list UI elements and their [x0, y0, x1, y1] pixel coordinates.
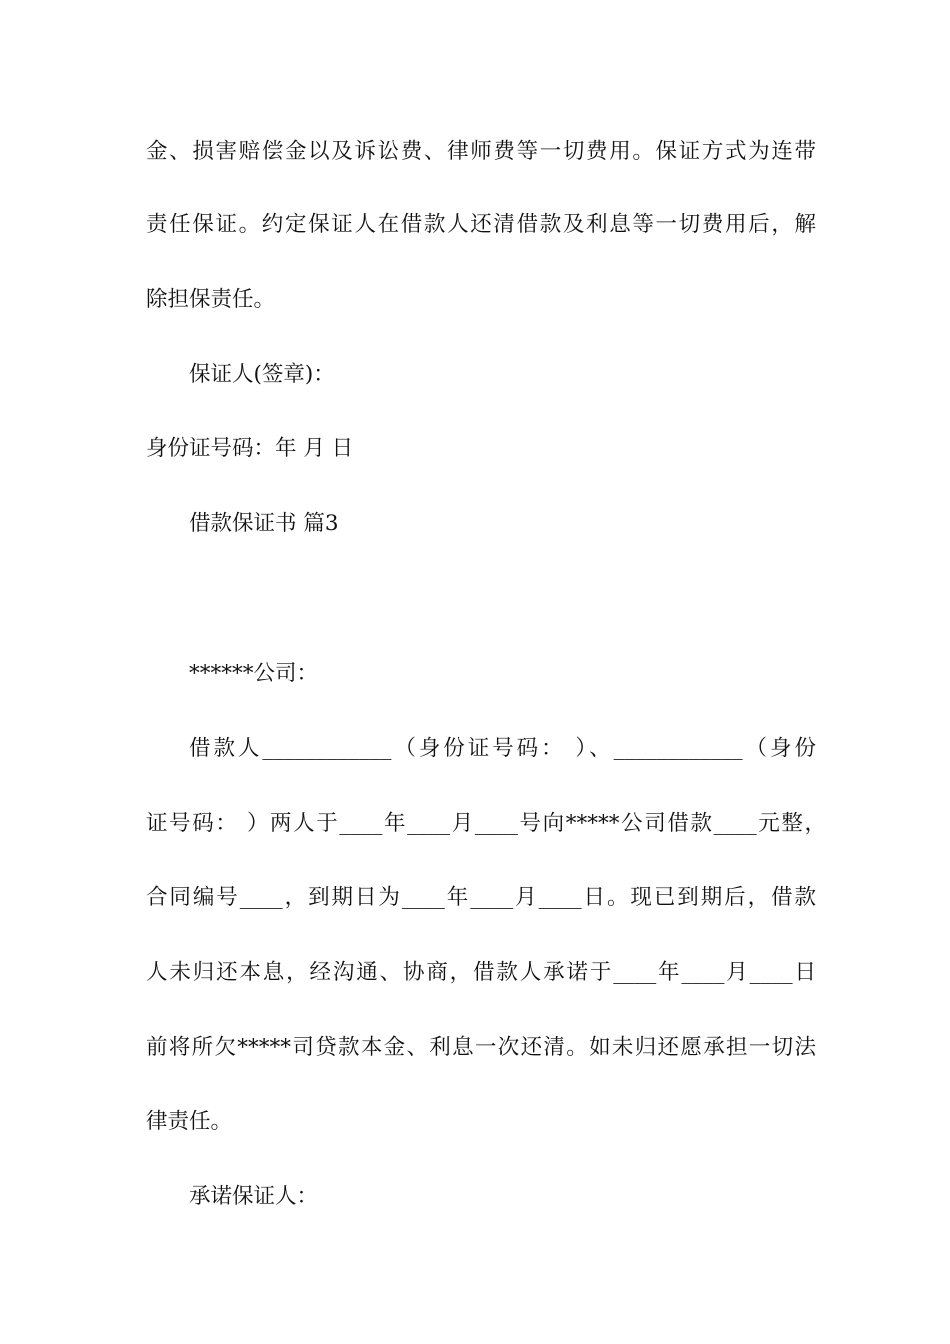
- paragraph-line: 律责任。: [146, 1109, 233, 1134]
- promise-guarantor-label: 承诺保证人：: [189, 1184, 319, 1209]
- guarantor-signature-label: 保证人(签章)：: [189, 362, 335, 387]
- paragraph-line: 合同编号____，到期日为____年____月____日。现已到期后，借款: [146, 885, 816, 910]
- paragraph-line: 除担保责任。: [146, 287, 276, 312]
- paragraph-line: 人未归还本息，经沟通、协商，借款人承诺于____年____月____日: [146, 960, 816, 985]
- paragraph-line: 证号码： ）两人于____年____月____号向*****公司借款____元整，: [146, 811, 826, 836]
- addressee: ******公司：: [189, 661, 319, 686]
- id-number-date-line: 身份证号码：年 月 日: [146, 436, 354, 461]
- paragraph-line: 金、损害赔偿金以及诉讼费、律师费等一切费用。保证方式为连带: [146, 139, 816, 164]
- section-title: 借款保证书 篇3: [189, 511, 339, 536]
- paragraph-line: 前将所欠*****司贷款本金、利息一次还清。如未归还愿承担一切法: [146, 1035, 816, 1060]
- paragraph-line: 责任保证。约定保证人在借款人还清借款及利息等一切费用后，解: [146, 212, 816, 237]
- paragraph-line: 借款人____________（身份证号码： ）、____________（身份: [189, 736, 816, 761]
